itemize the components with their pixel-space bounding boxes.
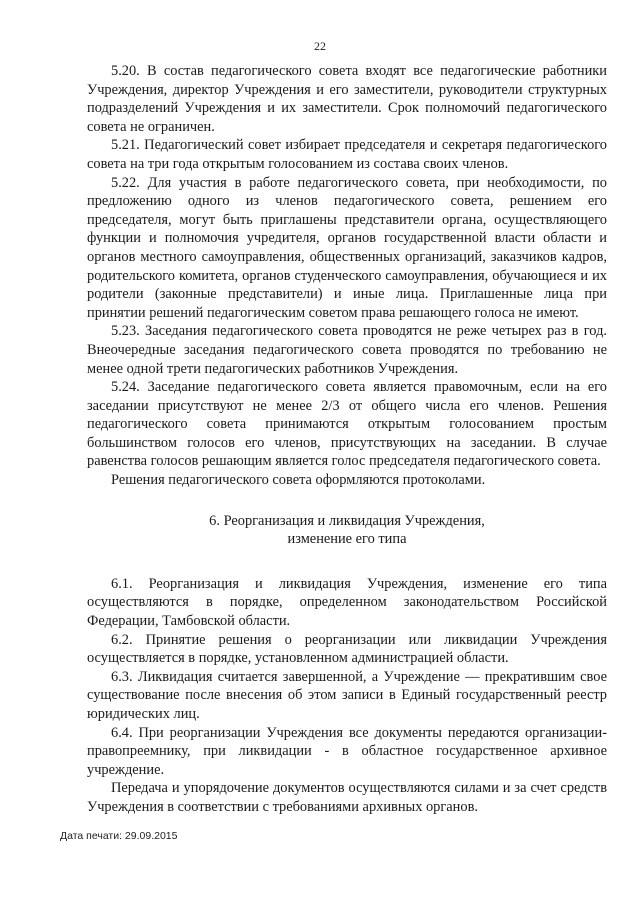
paragraph-6-1: 6.1. Реорганизация и ликвидация Учреждения, изменение его типа осуществляются в порядке, определенном законодательством Российской Федерации, Тамбовской области. (87, 575, 607, 630)
paragraph-5-23: 5.23. Заседания педагогического совета проводятся не реже четырех раз в год. Внеочередные заседания педагогического совета проводятся по требованию не менее одной трети педагогических работников Учреждения. (87, 323, 607, 377)
section-heading-line-2: изменение его типа (287, 531, 407, 548)
print-date-footer: Дата печати: 29.09.2015 (60, 830, 178, 842)
paragraph-5-21: 5.21. Педагогический совет избирает председателя и секретаря педагогического совета на три года открытым голосованием из состава своих членов. (87, 137, 607, 172)
paragraph-5-20: 5.20. В состав педагогического совета входят все педагогические работники Учреждения, директор Учреждения и его заместители, руководители структурных подразделений Учреждения и их заместители. Срок полномочий педагогического совета не ограничен. (87, 63, 607, 135)
paragraph-archive-transfer: Передача и упорядочение документов осуществляются силами и за счет средств Учреждения в соответствии с требованиями архивных органов. (87, 780, 607, 815)
paragraph-5-22: 5.22. Для участия в работе педагогического совета, при необходимости, по предложению одного из членов педагогического совета, решением его председателя, могут быть приглашены представители органа, осуществляющего функции и полномочия учредителя, органов государственной власти области и органов местного самоуправления, общественных организаций, заказчиков кадров, родительского комитета, органов студенческого самоуправления, обучающиеся и их родители (законные представители) и иные лица. Приглашенные лица при принятии решений педагогическим советом права решающего голоса не имеют. (87, 174, 607, 321)
paragraph-5-24: 5.24. Заседание педагогического совета является правомочным, если на его заседании присутствуют не менее 2/3 от общего числа его членов. Решения педагогического совета принимаются открытым голосованием простым большинством голосов его членов, присутствующих на заседании. В случае равенства голосов решающим является голос председателя педагогического совета. (87, 379, 607, 470)
section-heading-line-1: 6. Реорганизация и ликвидация Учреждения, (209, 512, 485, 529)
paragraph-6-4: 6.4. При реорганизации Учреждения все документы передаются организации-правопреемнику, при ликвидации - в областное государственное архивное учреждение. (87, 724, 607, 778)
section-heading (87, 512, 607, 549)
page-number: 22 (314, 39, 326, 53)
paragraph-6-3: 6.3. Ликвидация считается завершенной, а Учреждение — прекратившим свое существование после внесения об этом записи в Единый государственный реестр юридических лиц. (87, 668, 607, 722)
paragraph-decisions: Решения педагогического совета оформляются протоколами. (111, 472, 486, 489)
document-body (87, 62, 607, 817)
paragraph-6-2: 6.2. Принятие решения о реорганизации или ликвидации Учреждения осуществляется в порядке, установленном администрацией области. (87, 631, 607, 667)
